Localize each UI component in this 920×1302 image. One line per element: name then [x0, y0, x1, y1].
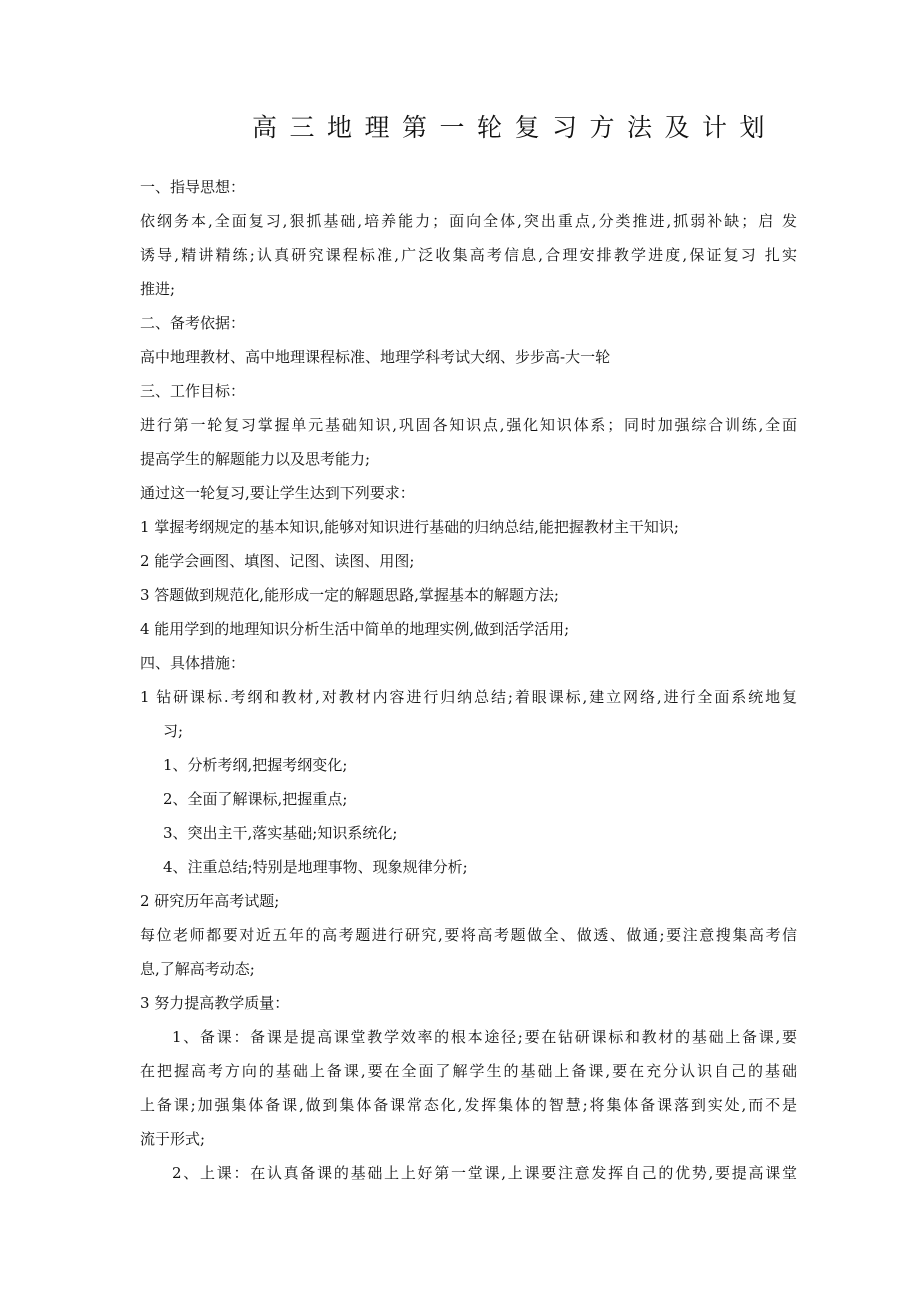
paragraph-line: 进行第一轮复习掌握单元基础知识,巩固各知识点,强化知识体系；同时加强综合训练,全面 [140, 416, 797, 434]
paragraph-line: 依纲务本,全面复习,狠抓基础,培养能力；面向全体,突出重点,分类推进,抓弱补缺；启 发 [140, 212, 797, 230]
section-heading: 三、工作目标： [140, 382, 246, 400]
list-item: 1 钻研课标.考纲和教材,对教材内容进行归纳总结;着眼课标,建立网络,进行全面系统地复 [140, 688, 797, 706]
list-item: 3 答题做到规范化,能形成一定的解题思路,掌握基本的解题方法; [140, 586, 559, 604]
section-heading: 四、具体措施： [140, 654, 246, 672]
list-item: 2 能学会画图、填图、记图、读图、用图; [140, 552, 415, 570]
paragraph-line: 上备课;加强集体备课,做到集体备课常态化,发挥集体的智慧;将集体备课落到实处,而不是 [140, 1096, 797, 1114]
list-item: 3 努力提高教学质量： [140, 994, 290, 1012]
document-title: 高三地理第一轮复习方法及计划 [252, 113, 778, 142]
paragraph-line: 习; [163, 722, 184, 740]
list-item: 4 能用学到的地理知识分析生活中简单的地理实例,做到活学活用; [140, 620, 570, 638]
list-item: 1 掌握考纲规定的基本知识,能够对知识进行基础的归纳总结,能把握教材主干知识; [140, 518, 679, 536]
paragraph-line: 流于形式; [140, 1130, 206, 1148]
paragraph-line: 高中地理教材、高中地理课程标准、地理学科考试大纲、步步高-大一轮 [140, 348, 611, 366]
section-heading: 二、备考依据： [140, 314, 246, 332]
sub-list-item: 1、备课：备课是提高课堂教学效率的根本途径;要在钻研课标和教材的基础上备课,要 [172, 1028, 797, 1046]
paragraph-line: 息,了解高考动态; [140, 960, 255, 978]
sub-list-item: 4、注重总结;特别是地理事物、现象规律分析; [163, 858, 468, 876]
list-item: 2 研究历年高考试题; [140, 892, 280, 910]
section-heading: 一、指导思想： [140, 178, 246, 196]
paragraph-line: 在把握高考方向的基础上备课,要在全面了解学生的基础上备课,要在充分认识自己的基础 [140, 1062, 797, 1080]
paragraph-line: 提高学生的解题能力以及思考能力; [140, 450, 371, 468]
paragraph-line: 每位老师都要对近五年的高考题进行研究,要将高考题做全、做透、做通;要注意搜集高考信 [140, 926, 797, 944]
document-body [140, 170, 797, 1190]
sub-list-item: 2、全面了解课标,把握重点; [163, 790, 348, 808]
sub-list-item: 2、上课：在认真备课的基础上上好第一堂课,上课要注意发挥自己的优势,要提高课堂 [172, 1164, 797, 1182]
paragraph-line: 推进; [140, 280, 176, 298]
paragraph-line: 通过这一轮复习,要让学生达到下列要求： [140, 484, 415, 502]
sub-list-item: 1、分析考纲,把握考纲变化; [163, 756, 348, 774]
sub-list-item: 3、突出主干,落实基础;知识系统化; [163, 824, 398, 842]
paragraph-line: 诱导,精讲精练;认真研究课程标准,广泛收集高考信息,合理安排教学进度,保证复习 扎实 [140, 246, 797, 264]
